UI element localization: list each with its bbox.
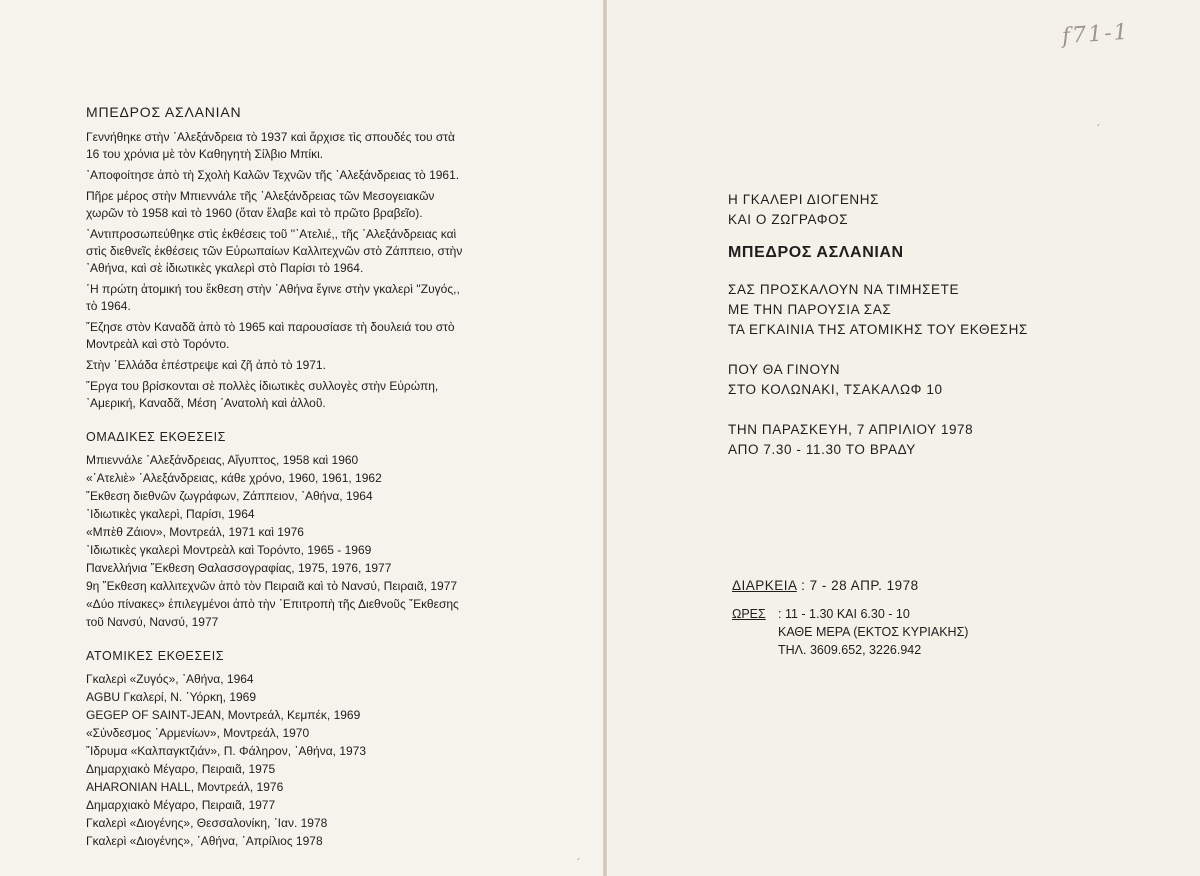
list-item: Γκαλερὶ «Διογένης», ᾿Αθήνα, ᾿Απρίλιος 1978 — [86, 834, 323, 848]
list-item: «Μπὲθ Ζάιον», Μοντρεάλ, 1971 καὶ 1976 — [86, 525, 304, 539]
hours-row — [732, 605, 1172, 623]
invite-line: ΤΑ ΕΓΚΑΙΝΙΑ ΤΗΣ ΑΤΟΜΙΚΗΣ ΤΟΥ ΕΚΘΕΣΗΣ — [728, 322, 1028, 337]
list-item: «Δύο πίνακες» ἐπιλεγμένοι ἀπὸ τὴν ᾿Επιτροπὴ τῆς Διεθνοῦς ῎Εκθεσης — [86, 597, 459, 611]
duration-value: : 7 - 28 ΑΠΡ. 1978 — [801, 578, 919, 593]
place-block — [728, 360, 1168, 400]
exhibition-info — [732, 578, 1172, 659]
bio-paragraph — [86, 188, 536, 222]
invite-line: ΜΕ ΤΗΝ ΠΑΡΟΥΣΙΑ ΣΑΣ — [728, 302, 892, 317]
bio-title: ΜΠΕΔΡΟΣ ΑΣΛΑΝΙΑΝ — [86, 104, 242, 120]
invitation-text — [728, 190, 1168, 480]
solo-exhibitions-list — [86, 670, 536, 850]
paper-speck: ´ — [1097, 124, 1101, 135]
list-item: 9η ῎Εκθεση καλλιτεχνῶν ἀπὸ τὸν Πειραιᾶ καὶ τὸ Νανσύ, Πειραιᾶ, 1977 — [86, 579, 458, 593]
group-exhibitions-title: ΟΜΑΔΙΚΕΣ ΕΚΘΕΣΕΙΣ — [86, 430, 226, 444]
list-item: Μπιεννάλε ᾿Αλεξάνδρειας, Αἴγυπτος, 1958 καὶ 1960 — [86, 453, 359, 467]
bio-paragraph — [86, 378, 536, 412]
invite-block — [728, 280, 1168, 340]
invite-line: ΣΑΣ ΠΡΟΣΚΑΛΟΥΝ ΝΑ ΤΙΜΗΣΕΤΕ — [728, 282, 960, 297]
duration-row — [732, 578, 1172, 593]
when-line: ΑΠΟ 7.30 - 11.30 ΤΟ ΒΡΑΔΥ — [728, 442, 916, 457]
list-item: Δημαρχιακὸ Μέγαρο, Πειραιᾶ, 1975 — [86, 762, 276, 776]
list-item: Δημαρχιακὸ Μέγαρο, Πειραιᾶ, 1977 — [86, 798, 276, 812]
bio-line: ᾿Αμερική, Καναδᾶ, Μέση ᾿Ανατολὴ καὶ ἀλλοῦ. — [86, 396, 326, 410]
list-item: AGBU Γκαλερί, Ν. ῾Υόρκη, 1969 — [86, 690, 257, 704]
list-item: τοῦ Νανσύ, Νανσύ, 1977 — [86, 615, 219, 629]
artist-name: ΜΠΕΔΡΟΣ ΑΣΛΑΝΙΑΝ — [728, 244, 904, 261]
list-item: ῎Εκθεση διεθνῶν ζωγράφων, Ζάππειον, ᾿Αθήνα, 1964 — [86, 489, 373, 503]
list-item: «Σύνδεσμος ᾿Αρμενίων», Μοντρεάλ, 1970 — [86, 726, 310, 740]
list-item: Γκαλερὶ «Ζυγός», ᾿Αθήνα, 1964 — [86, 672, 254, 686]
when-line: ΤΗΝ ΠΑΡΑΣΚΕΥΗ, 7 ΑΠΡΙΛΙΟΥ 1978 — [728, 422, 974, 437]
paper-speck: ´ — [577, 858, 581, 869]
when-block — [728, 420, 1168, 460]
bio-line: Μοντρεὰλ καὶ στὸ Τορόντο. — [86, 337, 230, 351]
list-item: GEGEP OF SAINT-JEAN, Μοντρεάλ, Κεμπέκ, 1969 — [86, 708, 361, 722]
hosts-line: Η ΓΚΑΛΕΡΙ ΔΙΟΓΕΝΗΣ — [728, 192, 880, 207]
artist-biography — [86, 104, 536, 850]
handwritten-archive-note: f71-1 — [1061, 19, 1131, 50]
hosts-block — [728, 190, 1168, 230]
bio-line: Πῆρε μέρος στὴν Μπιεννάλε τῆς ᾿Αλεξάνδρειας τῶν Μεσογειακῶν — [86, 189, 435, 203]
list-item: Γκαλερὶ «Διογένης», Θεσσαλονίκη, ᾿Ιαν. 1978 — [86, 816, 328, 830]
bio-line: ῎Εργα του βρίσκονται σὲ πολλὲς ἰδιωτικὲς συλλογὲς στὴν Εὐρώπη, — [86, 379, 439, 393]
bio-paragraph — [86, 281, 536, 315]
hours-block — [732, 605, 1172, 659]
bio-line: ᾿Αποφοίτησε ἀπὸ τὴ Σχολὴ Καλῶν Τεχνῶν τῆς ᾿Αλεξάνδρειας τὸ 1961. — [86, 168, 460, 182]
hosts-line: ΚΑΙ Ο ΖΩΓΡΑΦΟΣ — [728, 212, 849, 227]
hours-value: : 11 - 1.30 ΚΑΙ 6.30 - 10 — [778, 607, 910, 621]
duration-label: ΔΙΑΡΚΕΙΑ — [732, 578, 797, 593]
place-line: ΣΤΟ ΚΟΛΩΝΑΚΙ, ΤΣΑΚΑΛΩΦ 10 — [728, 382, 943, 397]
bio-line: χωρῶν τὸ 1958 καὶ τὸ 1960 (ὅταν ἔλαβε καὶ τὸ πρῶτο βραβεῖο). — [86, 206, 423, 220]
place-line: ΠΟΥ ΘΑ ΓΙΝΟΥΝ — [728, 362, 841, 377]
bio-line: ῎Εζησε στὸν Καναδᾶ ἀπὸ τὸ 1965 καὶ παρουσίασε τὴ δουλειά του στὸ — [86, 320, 455, 334]
bio-line: ᾿Αντιπροσωπεύθηκε στὶς ἐκθέσεις τοῦ ''᾿Ατελιέ,, τῆς ᾿Αλεξάνδρειας καὶ — [86, 227, 457, 241]
bio-paragraph — [86, 226, 536, 277]
group-exhibitions-list — [86, 451, 536, 631]
list-item: «᾿Ατελιὲ» ᾿Αλεξάνδρειας, κάθε χρόνο, 1960, 1961, 1962 — [86, 471, 382, 485]
bio-paragraph — [86, 357, 536, 374]
bio-paragraph — [86, 167, 536, 184]
hours-days: ΚΑΘΕ ΜΕΡΑ (ΕΚΤΟΣ ΚΥΡΙΑΚΗΣ) — [778, 625, 969, 639]
list-item: ᾿Ιδιωτικὲς γκαλερὶ, Παρίσι, 1964 — [86, 507, 255, 521]
bio-paragraph — [86, 129, 536, 163]
list-item: ῎Ιδρυμα «Καλπαγκτζιάν», Π. Φάληρον, ᾿Αθήνα, 1973 — [86, 744, 367, 758]
hours-label: ΩΡΕΣ — [732, 607, 766, 621]
center-fold — [603, 0, 607, 876]
phone-numbers: ΤΗΛ. 3609.652, 3226.942 — [778, 643, 922, 657]
bio-line: Γεννήθηκε στὴν ᾿Αλεξάνδρεια τὸ 1937 καὶ ἄρχισε τὶς σπουδές του στὰ — [86, 130, 455, 144]
list-item: Πανελλήνια ῎Εκθεση Θαλασσογραφίας, 1975, 1976, 1977 — [86, 561, 392, 575]
bio-line: 16 του χρόνια μὲ τὸν Καθηγητὴ Σίλβιο Μπίκι. — [86, 147, 324, 161]
bio-line: τὸ 1964. — [86, 299, 131, 313]
bio-line: στὶς διεθνεῖς ἐκθέσεις τῶν Εὐρωπαίων Καλλιτεχνῶν στὸ Ζάππειο, στὴν — [86, 244, 463, 258]
bio-line: ῾Η πρώτη ἀτομική του ἔκθεση στὴν ᾿Αθήνα ἔγινε στὴν γκαλερὶ ''Ζυγός,, — [86, 282, 460, 296]
solo-exhibitions-title: ΑΤΟΜΙΚΕΣ ΕΚΘΕΣΕΙΣ — [86, 649, 225, 663]
list-item: ᾿Ιδιωτικὲς γκαλερὶ Μοντρεὰλ καὶ Τορόντο, 1965 - 1969 — [86, 543, 372, 557]
bio-line: ᾿Αθήνα, καὶ σὲ ἰδιωτικὲς γκαλερὶ στὸ Παρίσι τὸ 1964. — [86, 261, 364, 275]
list-item: AHARONIAN HALL, Μοντρεάλ, 1976 — [86, 780, 284, 794]
bio-line: Στὴν ῾Ελλάδα ἐπέστρεψε καὶ ζῆ ἀπὸ τὸ 1971. — [86, 358, 326, 372]
bio-paragraph — [86, 319, 536, 353]
